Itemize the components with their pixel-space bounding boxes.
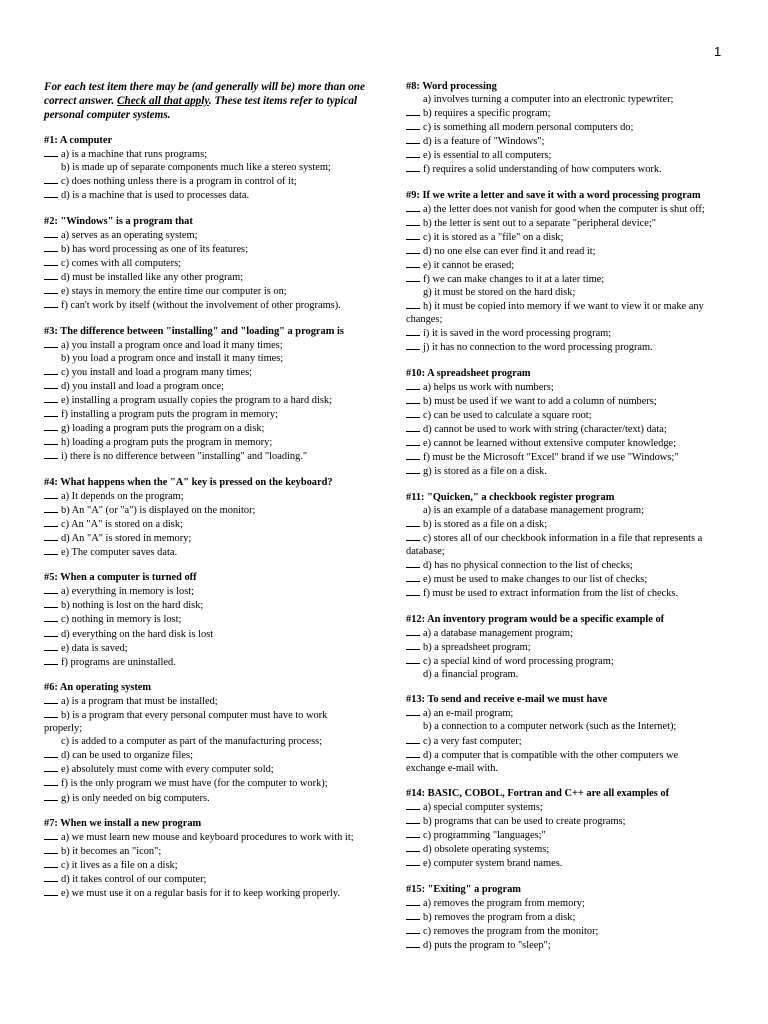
answer-text: c) is something all modern personal computers do; xyxy=(423,122,634,134)
answer-blank xyxy=(406,120,420,130)
answer-option xyxy=(406,134,718,148)
answer-blank xyxy=(406,148,420,158)
answer-blank xyxy=(406,828,420,838)
answer-option xyxy=(406,842,718,856)
answer-blank xyxy=(44,791,58,801)
answer-text: d) a financial program. xyxy=(423,668,519,680)
answer-text: e) absolutely must come with every computer sold; xyxy=(61,764,274,776)
answer-text: b) is stored as a file on a disk; xyxy=(423,518,548,530)
answer-option xyxy=(406,148,718,162)
answer-blank xyxy=(44,421,58,431)
question-title: #13: To send and receive e-mail we must have xyxy=(406,694,608,706)
answer-option xyxy=(406,380,718,394)
answer-blank xyxy=(406,230,420,240)
answer-option xyxy=(44,545,366,559)
answer-option xyxy=(44,256,366,270)
answer-text: b) a connection to a computer network (such as the Internet); xyxy=(423,721,677,733)
answer-text: h) it must be copied into memory if we want to view it or make any changes; xyxy=(406,301,704,326)
answer-blank xyxy=(44,708,58,718)
answer-text: a) you install a program once and load it many times; xyxy=(61,339,283,351)
question xyxy=(406,367,718,478)
answer-text: b) is made up of separate components much like a stereo system; xyxy=(61,162,331,174)
answer-text: c) a very fast computer; xyxy=(423,735,522,747)
answer-text: d) obsolete operating systems; xyxy=(423,844,550,856)
answer-option xyxy=(406,586,718,600)
answer-option xyxy=(44,393,366,407)
answer-option xyxy=(406,558,718,572)
right-column xyxy=(406,80,718,965)
question-title: #14: BASIC, COBOL, Fortran and C++ are all examples of xyxy=(406,788,670,800)
answer-option xyxy=(44,270,366,284)
answer-text: a) involves turning a computer into an electronic typewriter; xyxy=(423,94,674,106)
answer-text: e) stays in memory the entire time our computer is on; xyxy=(61,285,287,297)
answer-option xyxy=(44,748,366,762)
answer-text: a) special computer systems; xyxy=(423,802,543,814)
answer-text: g) is stored as a file on a disk. xyxy=(423,466,547,478)
answer-blank xyxy=(44,858,58,868)
question xyxy=(406,787,718,870)
answer-option xyxy=(406,640,718,654)
answer-option xyxy=(44,352,366,365)
answer-blank xyxy=(406,640,420,650)
answer-blank xyxy=(406,244,420,254)
answer-blank xyxy=(44,435,58,445)
answer-option xyxy=(44,147,366,161)
answer-option xyxy=(44,612,366,626)
answer-blank xyxy=(44,748,58,758)
answer-option xyxy=(44,584,366,598)
answer-option xyxy=(406,734,718,748)
answer-option xyxy=(44,379,366,393)
answer-option xyxy=(44,242,366,256)
answer-option xyxy=(406,938,718,952)
question-title: #1: A computer xyxy=(44,135,113,146)
answer-text: f) we can make changes to it at a later time; xyxy=(423,274,605,286)
answer-blank xyxy=(44,407,58,417)
answer-blank xyxy=(44,489,58,499)
answer-blank xyxy=(406,422,420,432)
answer-option xyxy=(44,449,366,463)
answer-text: b) An "A" (or "a") is displayed on the monitor; xyxy=(61,504,256,516)
answer-text: c) it lives as a file on a disk; xyxy=(61,860,178,872)
answer-text: f) must be the Microsoft "Excel" brand if we use "Windows;" xyxy=(423,452,679,464)
answer-blank xyxy=(44,228,58,238)
question-title: #2: "Windows" is a program that xyxy=(44,215,193,227)
answer-text: d) everything on the hard disk is lost xyxy=(61,628,214,640)
answer-blank xyxy=(406,800,420,810)
answer-option xyxy=(406,572,718,586)
answer-blank xyxy=(406,436,420,446)
answer-option xyxy=(406,504,718,517)
answer-text: d) no one else can ever find it and read it; xyxy=(423,246,596,258)
answer-option xyxy=(406,272,718,286)
answer-text: a) It depends on the program; xyxy=(61,490,184,502)
answer-option xyxy=(406,896,718,910)
answer-blank xyxy=(406,586,420,596)
answer-option xyxy=(44,844,366,858)
answer-text: d) cannot be used to work with string (character/text) data; xyxy=(423,424,667,436)
answer-blank xyxy=(406,654,420,664)
answer-option xyxy=(44,735,366,748)
answer-option xyxy=(406,517,718,531)
answer-blank xyxy=(406,464,420,474)
answer-text: c) you install and load a program many times; xyxy=(61,366,253,378)
answer-text: d) it takes control of our computer; xyxy=(61,874,207,886)
answer-text: a) is an example of a database management program; xyxy=(423,504,644,516)
answer-text: d) An "A" is stored in memory; xyxy=(61,532,192,544)
answer-blank xyxy=(44,338,58,348)
answer-option xyxy=(406,800,718,814)
answer-text: c) does nothing unless there is a program in control of it; xyxy=(61,176,297,188)
answer-text: d) a computer that is compatible with the other computers we exchange e-mail with. xyxy=(406,749,679,774)
answer-text: e) it cannot be erased; xyxy=(423,260,515,272)
answer-option xyxy=(44,517,366,531)
answer-text: j) it has no connection to the word processing program. xyxy=(423,342,653,354)
page-number: 1 xyxy=(714,44,722,59)
answer-option xyxy=(406,436,718,450)
answer-option xyxy=(406,910,718,924)
answer-blank xyxy=(44,517,58,527)
answer-blank xyxy=(406,106,420,116)
answer-option xyxy=(44,174,366,188)
question-title: #7: When we install a new program xyxy=(44,818,202,830)
answer-blank xyxy=(44,655,58,665)
answer-text: e) data is saved; xyxy=(61,642,128,654)
answer-option xyxy=(44,872,366,886)
answer-option xyxy=(406,464,718,478)
answer-text: i) there is no difference between "installing" and "loading." xyxy=(61,450,308,462)
answer-text: b) must be used if we want to add a column of numbers; xyxy=(423,395,657,407)
answer-blank xyxy=(406,531,420,541)
question xyxy=(44,325,366,463)
answer-text: a) helps us work with numbers; xyxy=(423,381,554,393)
answer-blank xyxy=(44,174,58,184)
answer-blank xyxy=(44,598,58,608)
answer-option xyxy=(406,120,718,134)
answer-option xyxy=(406,668,718,681)
question xyxy=(406,883,718,952)
answer-blank xyxy=(44,188,58,198)
answer-option xyxy=(44,489,366,503)
answer-text: b) has word processing as one of its features; xyxy=(61,243,248,255)
answer-blank xyxy=(44,270,58,280)
answer-option xyxy=(406,706,718,720)
instructions-text-end: . These test items refer to typical personal computer systems. xyxy=(44,95,358,121)
answer-text: d) you install and load a program once; xyxy=(61,380,225,392)
answer-blank xyxy=(406,340,420,350)
answer-blank xyxy=(406,258,420,268)
answer-blank xyxy=(406,162,420,172)
instructions xyxy=(44,80,366,122)
answer-text: c) can be used to calculate a square root; xyxy=(423,410,592,422)
answer-option xyxy=(406,258,718,272)
answer-blank xyxy=(406,938,420,948)
answer-option xyxy=(44,298,366,312)
answer-blank xyxy=(44,449,58,459)
answer-blank xyxy=(44,256,58,266)
answer-blank xyxy=(44,694,58,704)
answer-option xyxy=(406,828,718,842)
answer-blank xyxy=(406,924,420,934)
answer-option xyxy=(406,450,718,464)
question xyxy=(44,681,366,804)
answer-text: d) must be installed like any other program; xyxy=(61,271,244,283)
answer-blank xyxy=(406,896,420,906)
question-title: #9: If we write a letter and save it with a word processing program xyxy=(406,189,701,201)
answer-blank xyxy=(44,612,58,622)
answer-option xyxy=(44,338,366,352)
answer-option xyxy=(44,886,366,900)
answer-blank xyxy=(406,272,420,282)
question xyxy=(406,693,718,774)
answer-text: e) we must use it on a regular basis for it to keep working properly. xyxy=(61,888,340,900)
answer-text: c) nothing in memory is lost; xyxy=(61,614,182,626)
answer-text: e) must be used to make changes to our list of checks; xyxy=(423,574,648,586)
question-title: #3: The difference between "installing" and "loading" a program is xyxy=(44,325,344,337)
answer-blank xyxy=(406,380,420,390)
answer-option xyxy=(44,407,366,421)
answer-option xyxy=(406,626,718,640)
answer-text: h) loading a program puts the program in memory; xyxy=(61,436,273,448)
answer-blank xyxy=(406,856,420,866)
answer-blank xyxy=(44,641,58,651)
answer-blank xyxy=(406,572,420,582)
answer-option xyxy=(44,694,366,708)
answer-blank xyxy=(44,531,58,541)
answer-blank xyxy=(406,216,420,226)
answer-option xyxy=(406,162,718,176)
answer-text: b) you load a program once and install it many times; xyxy=(61,352,284,364)
answer-text: f) is the only program we must have (for the computer to work); xyxy=(61,778,328,790)
answer-option xyxy=(406,230,718,244)
answer-option xyxy=(44,641,366,655)
answer-option xyxy=(406,216,718,230)
answer-text: b) requires a specific program; xyxy=(423,108,551,120)
answer-option xyxy=(44,188,366,202)
answer-option xyxy=(44,776,366,790)
answer-text: i) it is saved in the word processing program; xyxy=(423,328,612,340)
answer-blank xyxy=(406,134,420,144)
right-question-list xyxy=(406,80,718,952)
answer-blank xyxy=(406,202,420,212)
answer-text: c) programming "languages;" xyxy=(423,830,546,842)
question-title: #8: Word processing xyxy=(406,81,497,92)
answer-blank xyxy=(44,365,58,375)
answer-text: e) is essential to all computers; xyxy=(423,150,552,162)
answer-text: e) cannot be learned without extensive computer knowledge; xyxy=(423,438,677,450)
question-title: #4: What happens when the "A" key is pressed on the keyboard? xyxy=(44,476,333,488)
answer-text: d) is a machine that is used to processes data. xyxy=(61,190,250,202)
answer-option xyxy=(406,531,718,558)
answer-text: b) nothing is lost on the hard disk; xyxy=(61,600,204,612)
left-question-list xyxy=(44,134,366,900)
answer-text: f) can't work by itself (without the involvement of other programs). xyxy=(61,300,341,312)
answer-option xyxy=(44,503,366,517)
question xyxy=(406,189,718,355)
answer-text: d) puts the program to "sleep"; xyxy=(423,940,551,952)
answer-option xyxy=(44,655,366,669)
answer-blank xyxy=(406,814,420,824)
answer-option xyxy=(44,791,366,805)
answer-option xyxy=(406,340,718,354)
answer-blank xyxy=(406,734,420,744)
answer-blank xyxy=(406,408,420,418)
answer-text: a) the letter does not vanish for good when the computer is shut off; xyxy=(423,203,705,215)
question-title: #12: An inventory program would be a specific example of xyxy=(406,613,665,625)
answer-option xyxy=(406,286,718,299)
answer-option xyxy=(44,762,366,776)
answer-option xyxy=(44,421,366,435)
answer-option xyxy=(44,365,366,379)
answer-option xyxy=(44,161,366,174)
answer-text: f) must be used to extract information from the list of checks. xyxy=(423,588,679,600)
question xyxy=(406,80,718,176)
question-title: #5: When a computer is turned off xyxy=(44,572,197,584)
answer-blank xyxy=(44,503,58,513)
answer-text: e) computer system brand names. xyxy=(423,858,563,870)
answer-blank xyxy=(44,284,58,294)
answer-option xyxy=(406,408,718,422)
answer-text: d) has no physical connection to the list of checks; xyxy=(423,560,633,571)
answer-blank xyxy=(44,844,58,854)
answer-option xyxy=(44,531,366,545)
answer-option xyxy=(406,720,718,733)
answer-option xyxy=(406,244,718,258)
answer-blank xyxy=(406,558,420,568)
question-title: #6: An operating system xyxy=(44,682,152,694)
answer-blank xyxy=(44,393,58,403)
answer-option xyxy=(406,856,718,870)
answer-text: g) it must be stored on the hard disk; xyxy=(423,287,576,299)
answer-blank xyxy=(44,886,58,896)
answer-text: c) stores all of our checkbook information in a file that represents a database; xyxy=(406,532,703,557)
answer-text: c) An "A" is stored on a disk; xyxy=(61,518,183,530)
answer-blank xyxy=(44,872,58,882)
answer-blank xyxy=(406,517,420,527)
answer-blank xyxy=(44,379,58,389)
answer-text: d) is a feature of "Windows"; xyxy=(423,136,545,148)
question-title: #15: "Exiting" a program xyxy=(406,883,521,895)
question xyxy=(44,134,366,202)
answer-text: c) it is stored as a "file" on a disk; xyxy=(423,231,564,243)
answer-blank xyxy=(406,394,420,404)
answer-blank xyxy=(406,910,420,920)
question xyxy=(406,491,718,600)
answer-text: a) everything in memory is lost; xyxy=(61,586,195,598)
answer-text: c) removes the program from the monitor; xyxy=(423,926,599,938)
answer-option xyxy=(44,830,366,844)
answer-text: c) comes with all computers; xyxy=(61,257,182,269)
answer-blank xyxy=(406,748,420,758)
answer-text: d) can be used to organize files; xyxy=(61,750,193,762)
question xyxy=(44,215,366,312)
answer-text: b) removes the program from a disk; xyxy=(423,912,576,924)
answer-text: a) an e-mail program; xyxy=(423,708,514,720)
answer-text: a) serves as an operating system; xyxy=(61,229,198,241)
question xyxy=(406,613,718,681)
answer-text: f) installing a program puts the program in memory; xyxy=(61,408,279,420)
answer-option xyxy=(44,284,366,298)
answer-blank xyxy=(44,776,58,786)
answer-option xyxy=(406,422,718,436)
answer-option xyxy=(406,924,718,938)
answer-text: a) we must learn new mouse and keyboard procedures to work with it; xyxy=(61,832,354,844)
answer-blank xyxy=(406,706,420,716)
answer-text: f) programs are uninstalled. xyxy=(61,656,176,668)
answer-text: c) is added to a computer as part of the manufacturing process; xyxy=(61,736,323,748)
question xyxy=(44,476,366,559)
instructions-emphasis: Check all that apply xyxy=(117,95,209,107)
answer-option xyxy=(406,299,718,326)
answer-option xyxy=(406,202,718,216)
answer-blank xyxy=(406,842,420,852)
question xyxy=(44,817,366,900)
answer-blank xyxy=(44,830,58,840)
answer-option xyxy=(44,708,366,735)
answer-text: g) loading a program puts the program on a disk; xyxy=(61,422,265,434)
answer-blank xyxy=(44,584,58,594)
answer-option xyxy=(44,858,366,872)
question xyxy=(44,571,366,668)
answer-text: a) a database management program; xyxy=(423,627,574,639)
answer-blank xyxy=(44,545,58,555)
answer-option xyxy=(406,106,718,120)
left-column xyxy=(44,80,366,913)
answer-blank xyxy=(44,298,58,308)
answer-blank xyxy=(44,762,58,772)
answer-text: e) installing a program usually copies the program to a hard disk; xyxy=(61,394,332,406)
answer-option xyxy=(44,228,366,242)
question-title: #11: "Quicken," a checkbook register program xyxy=(406,491,615,503)
answer-blank xyxy=(44,242,58,252)
answer-text: b) it becomes an "icon"; xyxy=(61,846,162,858)
answer-blank xyxy=(406,299,420,309)
answer-option xyxy=(44,435,366,449)
answer-option xyxy=(406,326,718,340)
answer-text: f) requires a solid understanding of how computers work. xyxy=(423,164,662,176)
answer-option xyxy=(44,598,366,612)
answer-text: b) the letter is sent out to a separate "peripheral device;" xyxy=(423,217,656,229)
answer-text: b) a spreadsheet program; xyxy=(423,641,531,653)
instructions-text: For each test item there may be (and generally will be) more than one correct answer. xyxy=(44,81,365,107)
answer-blank xyxy=(406,450,420,460)
answer-option xyxy=(406,394,718,408)
answer-text: a) removes the program from memory; xyxy=(423,897,585,909)
answer-blank xyxy=(44,627,58,637)
answer-option xyxy=(406,814,718,828)
answer-option xyxy=(44,627,366,641)
answer-option xyxy=(406,654,718,668)
answer-text: g) is only needed on big computers. xyxy=(61,792,210,804)
answer-text: e) The computer saves data. xyxy=(61,546,178,558)
answer-option xyxy=(406,748,718,775)
answer-blank xyxy=(406,326,420,336)
answer-text: a) is a program that must be installed; xyxy=(61,696,218,708)
answer-blank xyxy=(406,626,420,636)
answer-text: b) is a program that every personal computer must have to work properly; xyxy=(44,710,328,735)
answer-text: a) is a machine that runs programs; xyxy=(61,149,208,161)
question-title: #10: A spreadsheet program xyxy=(406,367,531,379)
answer-text: b) programs that can be used to create programs; xyxy=(423,816,626,828)
answer-text: c) a special kind of word processing program; xyxy=(423,655,614,667)
answer-blank xyxy=(44,147,58,157)
answer-option xyxy=(406,93,718,106)
